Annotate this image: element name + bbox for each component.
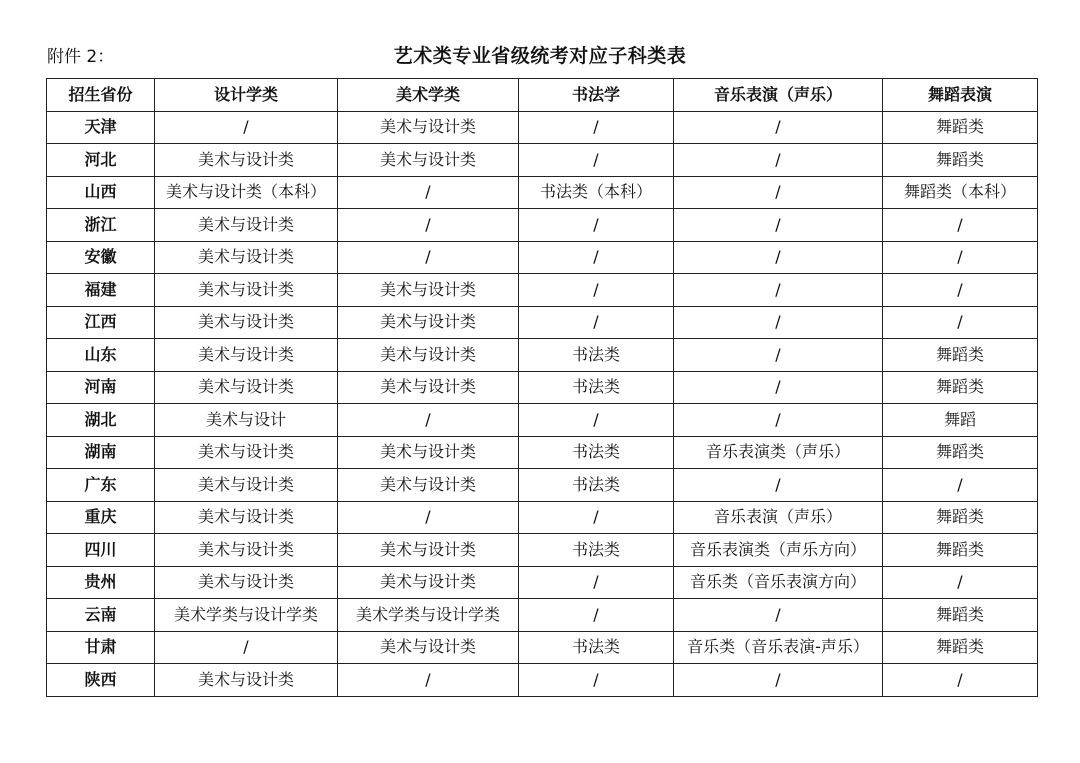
cell-dance-performance: / — [883, 664, 1038, 697]
cell-calligraphy: / — [519, 306, 674, 339]
table-row — [47, 209, 1038, 242]
cell-province: 山西 — [47, 176, 155, 209]
cell-music-performance: / — [674, 469, 883, 502]
cell-dance-performance: / — [883, 274, 1038, 307]
header-province: 招生省份 — [47, 79, 155, 112]
cell-dance-performance: 舞蹈类 — [883, 534, 1038, 567]
header-dance-performance: 舞蹈表演 — [883, 79, 1038, 112]
cell-design: 美术与设计类 — [155, 566, 338, 599]
cell-music-performance: / — [674, 144, 883, 177]
cell-calligraphy: / — [519, 111, 674, 144]
cell-province: 天津 — [47, 111, 155, 144]
cell-calligraphy: / — [519, 501, 674, 534]
subject-category-table — [46, 78, 1038, 697]
cell-fine-arts: 美术与设计类 — [338, 274, 519, 307]
cell-dance-performance: 舞蹈类 — [883, 436, 1038, 469]
cell-design: 美术与设计类 — [155, 436, 338, 469]
table-row — [47, 566, 1038, 599]
table-row — [47, 436, 1038, 469]
cell-music-performance: / — [674, 404, 883, 437]
cell-dance-performance: / — [883, 209, 1038, 242]
cell-fine-arts: / — [338, 664, 519, 697]
table-row — [47, 306, 1038, 339]
cell-design: 美术与设计 — [155, 404, 338, 437]
table-header-row — [47, 79, 1038, 112]
cell-province: 浙江 — [47, 209, 155, 242]
header-design: 设计学类 — [155, 79, 338, 112]
cell-music-performance: / — [674, 241, 883, 274]
cell-design: 美术与设计类 — [155, 209, 338, 242]
header-music-performance: 音乐表演（声乐） — [674, 79, 883, 112]
cell-calligraphy: 书法类 — [519, 371, 674, 404]
document-title: 艺术类专业省级统考对应子科类表 — [393, 45, 687, 67]
cell-fine-arts: 美术与设计类 — [338, 436, 519, 469]
cell-design: 美术与设计类 — [155, 306, 338, 339]
cell-province: 四川 — [47, 534, 155, 567]
cell-province: 甘肃 — [47, 631, 155, 664]
cell-province: 贵州 — [47, 566, 155, 599]
cell-dance-performance: / — [883, 306, 1038, 339]
cell-dance-performance: 舞蹈 — [883, 404, 1038, 437]
cell-fine-arts: / — [338, 501, 519, 534]
cell-fine-arts: 美术与设计类 — [338, 631, 519, 664]
cell-calligraphy: / — [519, 664, 674, 697]
cell-fine-arts: 美术与设计类 — [338, 566, 519, 599]
cell-design: 美术与设计类 — [155, 144, 338, 177]
cell-dance-performance: 舞蹈类 — [883, 371, 1038, 404]
cell-design: 美术与设计类 — [155, 339, 338, 372]
cell-dance-performance: 舞蹈类 — [883, 111, 1038, 144]
cell-music-performance: / — [674, 274, 883, 307]
cell-province: 福建 — [47, 274, 155, 307]
cell-calligraphy: / — [519, 404, 674, 437]
cell-dance-performance: 舞蹈类 — [883, 144, 1038, 177]
cell-design: 美术学类与设计学类 — [155, 599, 338, 632]
cell-calligraphy: / — [519, 599, 674, 632]
cell-province: 广东 — [47, 469, 155, 502]
cell-music-performance: / — [674, 664, 883, 697]
cell-province: 湖南 — [47, 436, 155, 469]
cell-design: 美术与设计类 — [155, 371, 338, 404]
cell-fine-arts: / — [338, 176, 519, 209]
table-row — [47, 176, 1038, 209]
cell-fine-arts: 美术与设计类 — [338, 469, 519, 502]
table-row — [47, 599, 1038, 632]
cell-dance-performance: 舞蹈类（本科） — [883, 176, 1038, 209]
cell-design: 美术与设计类 — [155, 534, 338, 567]
table-row — [47, 501, 1038, 534]
cell-province: 云南 — [47, 599, 155, 632]
cell-music-performance: / — [674, 111, 883, 144]
cell-music-performance: / — [674, 306, 883, 339]
cell-music-performance: 音乐表演（声乐） — [674, 501, 883, 534]
cell-province: 河南 — [47, 371, 155, 404]
cell-design: 美术与设计类 — [155, 501, 338, 534]
cell-fine-arts: 美术与设计类 — [338, 534, 519, 567]
cell-design: 美术与设计类 — [155, 469, 338, 502]
cell-dance-performance: 舞蹈类 — [883, 339, 1038, 372]
cell-fine-arts: / — [338, 241, 519, 274]
cell-fine-arts: 美术与设计类 — [338, 339, 519, 372]
cell-fine-arts: 美术与设计类 — [338, 306, 519, 339]
header-fine-arts: 美术学类 — [338, 79, 519, 112]
table-row — [47, 274, 1038, 307]
cell-province: 山东 — [47, 339, 155, 372]
cell-fine-arts: 美术与设计类 — [338, 144, 519, 177]
cell-design: 美术与设计类（本科） — [155, 176, 338, 209]
cell-fine-arts: 美术与设计类 — [338, 111, 519, 144]
cell-calligraphy: / — [519, 144, 674, 177]
table-row — [47, 339, 1038, 372]
table-row — [47, 664, 1038, 697]
cell-design: / — [155, 111, 338, 144]
table-row — [47, 241, 1038, 274]
cell-music-performance: / — [674, 339, 883, 372]
cell-design: 美术与设计类 — [155, 274, 338, 307]
cell-calligraphy: 书法类（本科） — [519, 176, 674, 209]
table-row — [47, 404, 1038, 437]
cell-music-performance: / — [674, 209, 883, 242]
cell-music-performance: 音乐类（音乐表演-声乐） — [674, 631, 883, 664]
cell-music-performance: / — [674, 599, 883, 632]
cell-calligraphy: / — [519, 241, 674, 274]
table-row — [47, 371, 1038, 404]
header-calligraphy: 书法学 — [519, 79, 674, 112]
table-body — [47, 111, 1038, 696]
cell-fine-arts: 美术与设计类 — [338, 371, 519, 404]
cell-design: / — [155, 631, 338, 664]
cell-province: 重庆 — [47, 501, 155, 534]
cell-dance-performance: 舞蹈类 — [883, 631, 1038, 664]
table-row — [47, 469, 1038, 502]
table-row — [47, 631, 1038, 664]
cell-design: 美术与设计类 — [155, 664, 338, 697]
cell-calligraphy: 书法类 — [519, 436, 674, 469]
cell-province: 湖北 — [47, 404, 155, 437]
cell-fine-arts: / — [338, 209, 519, 242]
cell-music-performance: / — [674, 371, 883, 404]
cell-dance-performance: 舞蹈类 — [883, 501, 1038, 534]
cell-calligraphy: 书法类 — [519, 631, 674, 664]
cell-calligraphy: / — [519, 566, 674, 599]
cell-province: 河北 — [47, 144, 155, 177]
cell-province: 陕西 — [47, 664, 155, 697]
cell-music-performance: 音乐表演类（声乐） — [674, 436, 883, 469]
cell-music-performance: 音乐类（音乐表演方向） — [674, 566, 883, 599]
cell-fine-arts: / — [338, 404, 519, 437]
cell-music-performance: / — [674, 176, 883, 209]
cell-dance-performance: / — [883, 566, 1038, 599]
cell-dance-performance: / — [883, 469, 1038, 502]
table-row — [47, 111, 1038, 144]
cell-dance-performance: / — [883, 241, 1038, 274]
cell-fine-arts: 美术学类与设计学类 — [338, 599, 519, 632]
cell-music-performance: 音乐表演类（声乐方向） — [674, 534, 883, 567]
cell-province: 江西 — [47, 306, 155, 339]
cell-province: 安徽 — [47, 241, 155, 274]
cell-calligraphy: / — [519, 209, 674, 242]
table-row — [47, 144, 1038, 177]
cell-calligraphy: / — [519, 274, 674, 307]
cell-calligraphy: 书法类 — [519, 339, 674, 372]
cell-dance-performance: 舞蹈类 — [883, 599, 1038, 632]
cell-calligraphy: 书法类 — [519, 534, 674, 567]
table-row — [47, 534, 1038, 567]
cell-calligraphy: 书法类 — [519, 469, 674, 502]
cell-design: 美术与设计类 — [155, 241, 338, 274]
attachment-label: 附件 2： — [47, 47, 115, 67]
